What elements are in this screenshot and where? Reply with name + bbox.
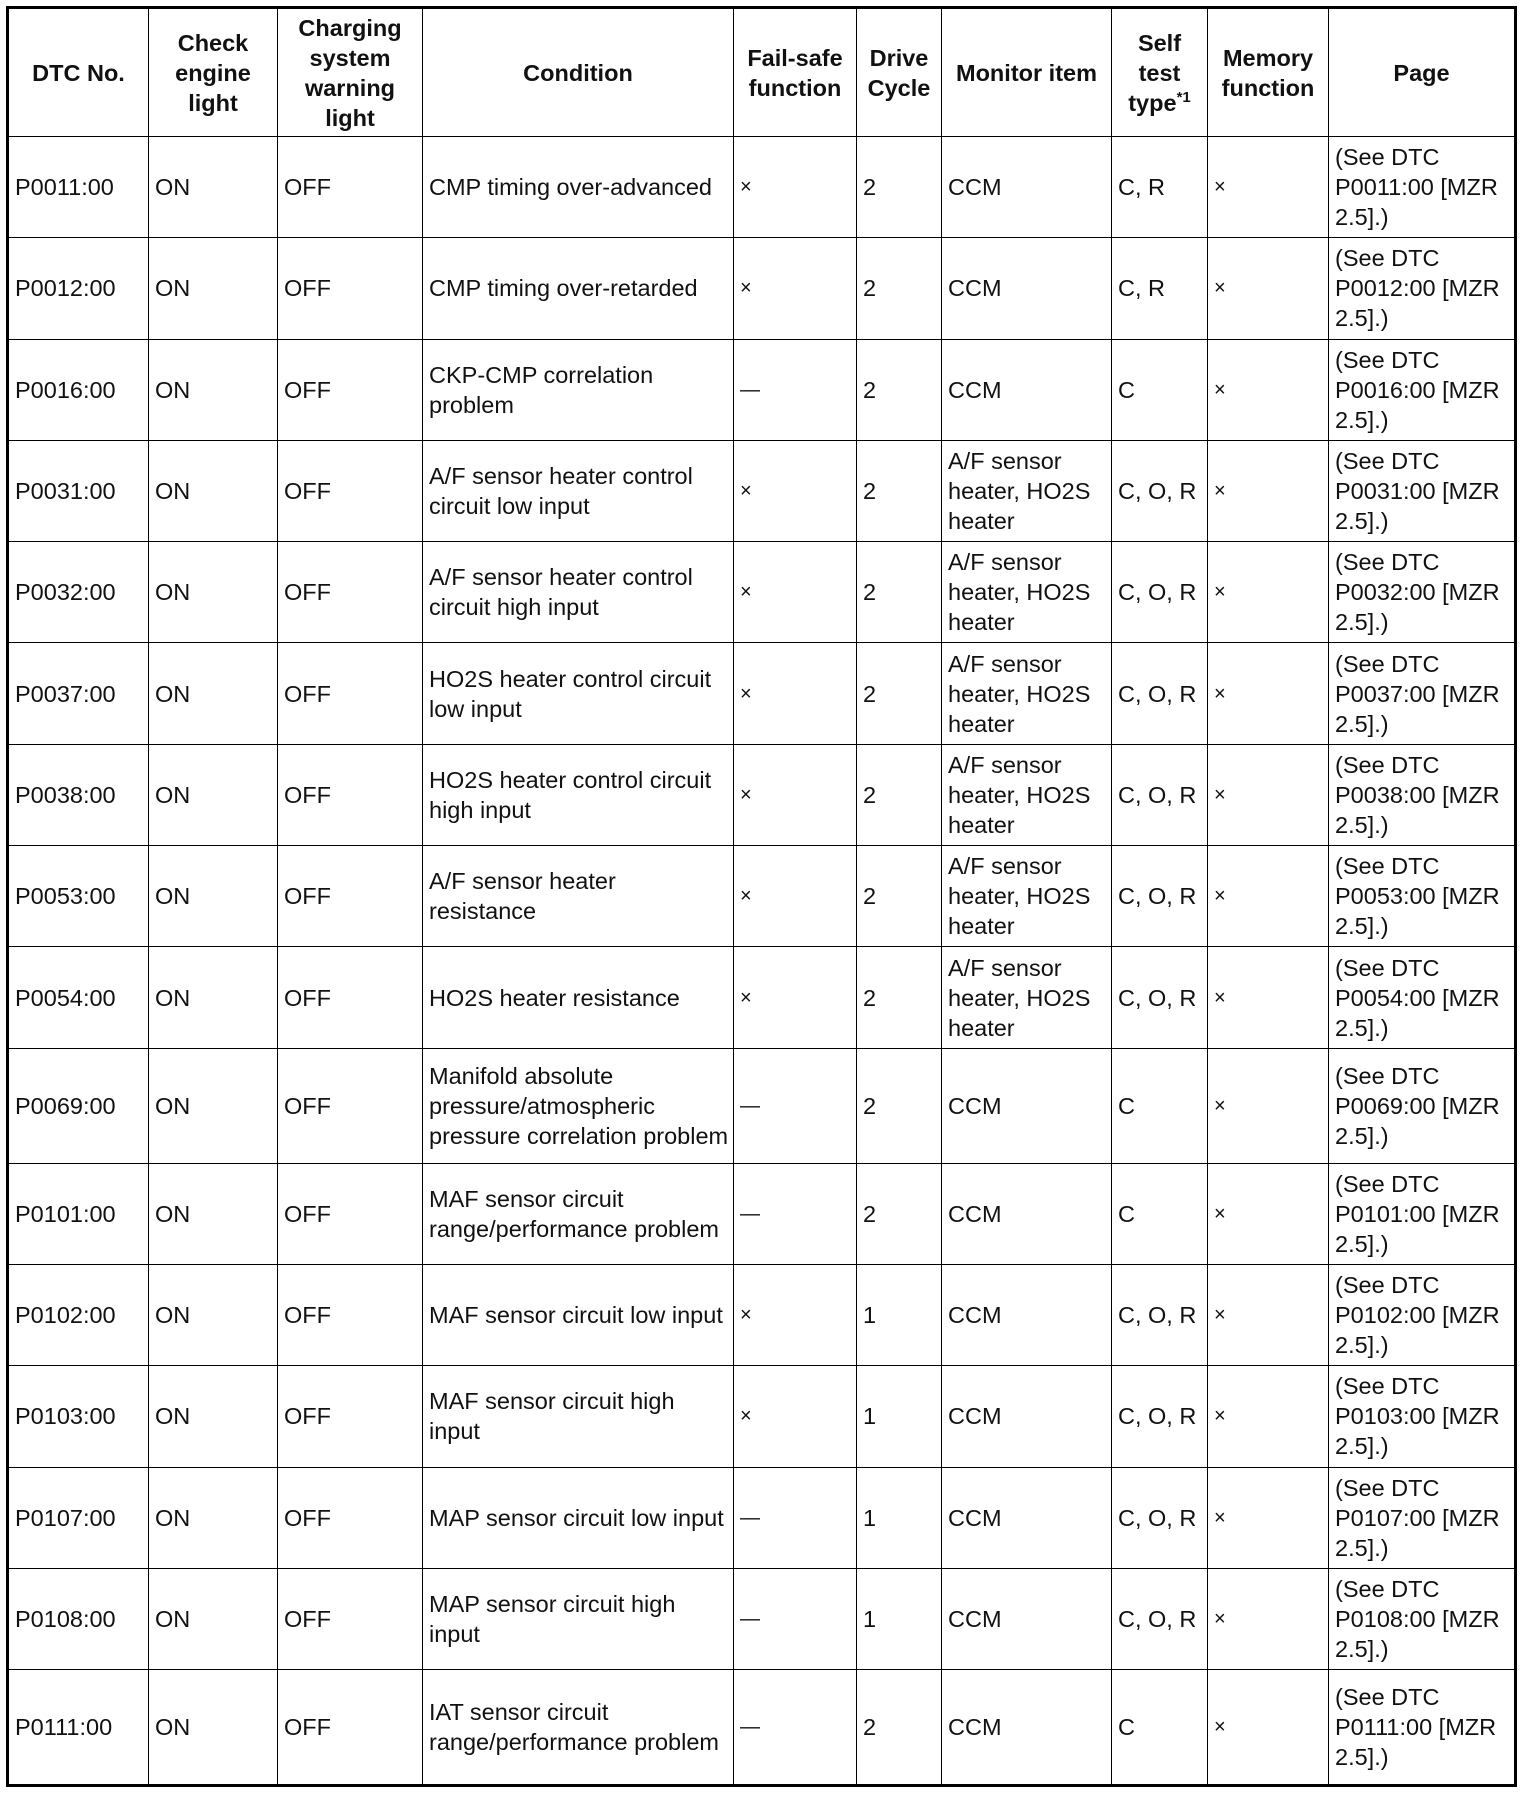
dtc-code-cell: P0037:00 — [8, 643, 149, 744]
self-test-type-cell: C, R — [1112, 238, 1208, 339]
page-reference-cell: (See DTC P0016:00 [MZR 2.5].) — [1329, 339, 1516, 440]
failsafe-cell: — — [734, 339, 857, 440]
charging-light-status-cell: OFF — [278, 947, 423, 1048]
table-row — [8, 1670, 1516, 1786]
charging-light-status-cell: OFF — [278, 1163, 423, 1264]
memory-function-cell: × — [1208, 1670, 1329, 1786]
dtc-code-cell: P0108:00 — [8, 1568, 149, 1669]
monitor-item-cell: CCM — [942, 238, 1112, 339]
page-reference-cell: (See DTC P0053:00 [MZR 2.5].) — [1329, 846, 1516, 947]
failsafe-cell: × — [734, 542, 857, 643]
failsafe-cell: × — [734, 1264, 857, 1365]
memory-function-cell: × — [1208, 137, 1329, 238]
monitor-item-cell: CCM — [942, 1048, 1112, 1163]
memory-function-cell: × — [1208, 846, 1329, 947]
dtc-code-cell: P0032:00 — [8, 542, 149, 643]
check-engine-light-status-cell: ON — [149, 1366, 278, 1467]
check-engine-light-status-cell: ON — [149, 238, 278, 339]
dtc-code-cell: P0012:00 — [8, 238, 149, 339]
self-test-type-cell: C, O, R — [1112, 1467, 1208, 1568]
page-reference-cell: (See DTC P0069:00 [MZR 2.5].) — [1329, 1048, 1516, 1163]
dtc-code-cell: P0111:00 — [8, 1670, 149, 1786]
condition-cell: MAF sensor circuit range/performance problem — [423, 1163, 734, 1264]
dtc-table — [6, 6, 1517, 1787]
header-monitor-item: Monitor item — [942, 8, 1112, 137]
self-test-type-cell: C, O, R — [1112, 542, 1208, 643]
charging-light-status-cell: OFF — [278, 238, 423, 339]
drive-cycle-cell: 2 — [857, 846, 942, 947]
page-reference-cell: (See DTC P0101:00 [MZR 2.5].) — [1329, 1163, 1516, 1264]
table-row — [8, 947, 1516, 1048]
monitor-item-cell: A/F sensor heater, HO2S heater — [942, 846, 1112, 947]
page-reference-cell: (See DTC P0011:00 [MZR 2.5].) — [1329, 137, 1516, 238]
monitor-item-cell: CCM — [942, 137, 1112, 238]
table-row — [8, 846, 1516, 947]
page-reference-cell: (See DTC P0111:00 [MZR 2.5].) — [1329, 1670, 1516, 1786]
table-row — [8, 1163, 1516, 1264]
failsafe-cell: × — [734, 947, 857, 1048]
monitor-item-cell: CCM — [942, 1670, 1112, 1786]
condition-cell: CMP timing over-retarded — [423, 238, 734, 339]
self-test-type-cell: C, O, R — [1112, 846, 1208, 947]
monitor-item-cell: A/F sensor heater, HO2S heater — [942, 643, 1112, 744]
dtc-code-cell: P0038:00 — [8, 744, 149, 845]
header-memory-function: Memory function — [1208, 8, 1329, 137]
drive-cycle-cell: 2 — [857, 542, 942, 643]
memory-function-cell: × — [1208, 440, 1329, 541]
dtc-code-cell: P0069:00 — [8, 1048, 149, 1163]
condition-cell: A/F sensor heater control circuit low input — [423, 440, 734, 541]
self-test-type-cell: C, O, R — [1112, 947, 1208, 1048]
page-reference-cell: (See DTC P0054:00 [MZR 2.5].) — [1329, 947, 1516, 1048]
check-engine-light-status-cell: ON — [149, 339, 278, 440]
condition-cell: HO2S heater resistance — [423, 947, 734, 1048]
drive-cycle-cell: 2 — [857, 1048, 942, 1163]
drive-cycle-cell: 2 — [857, 137, 942, 238]
page-reference-cell: (See DTC P0038:00 [MZR 2.5].) — [1329, 744, 1516, 845]
memory-function-cell: × — [1208, 1568, 1329, 1669]
check-engine-light-status-cell: ON — [149, 1467, 278, 1568]
condition-cell: CMP timing over-advanced — [423, 137, 734, 238]
self-test-type-cell: C — [1112, 339, 1208, 440]
charging-light-status-cell: OFF — [278, 846, 423, 947]
monitor-item-cell: A/F sensor heater, HO2S heater — [942, 947, 1112, 1048]
failsafe-cell: — — [734, 1048, 857, 1163]
condition-cell: Manifold absolute pressure/atmospheric pressure correlation problem — [423, 1048, 734, 1163]
drive-cycle-cell: 2 — [857, 947, 942, 1048]
check-engine-light-status-cell: ON — [149, 1264, 278, 1365]
charging-light-status-cell: OFF — [278, 1670, 423, 1786]
header-row — [8, 8, 1516, 137]
dtc-code-cell: P0103:00 — [8, 1366, 149, 1467]
dtc-code-cell: P0011:00 — [8, 137, 149, 238]
table-row — [8, 339, 1516, 440]
condition-cell: A/F sensor heater resistance — [423, 846, 734, 947]
memory-function-cell: × — [1208, 339, 1329, 440]
memory-function-cell: × — [1208, 1264, 1329, 1365]
table-row — [8, 1048, 1516, 1163]
self-test-type-cell: C, R — [1112, 137, 1208, 238]
table-body — [8, 137, 1516, 1786]
drive-cycle-cell: 2 — [857, 339, 942, 440]
memory-function-cell: × — [1208, 744, 1329, 845]
table-row — [8, 542, 1516, 643]
page-reference-cell: (See DTC P0103:00 [MZR 2.5].) — [1329, 1366, 1516, 1467]
check-engine-light-status-cell: ON — [149, 1163, 278, 1264]
self-test-type-cell: C, O, R — [1112, 1264, 1208, 1365]
condition-cell: HO2S heater control circuit high input — [423, 744, 734, 845]
drive-cycle-cell: 2 — [857, 440, 942, 541]
check-engine-light-status-cell: ON — [149, 846, 278, 947]
dtc-code-cell: P0031:00 — [8, 440, 149, 541]
charging-light-status-cell: OFF — [278, 440, 423, 541]
dtc-code-cell: P0102:00 — [8, 1264, 149, 1365]
drive-cycle-cell: 1 — [857, 1366, 942, 1467]
condition-cell: MAF sensor circuit high input — [423, 1366, 734, 1467]
failsafe-cell: × — [734, 137, 857, 238]
page-reference-cell: (See DTC P0012:00 [MZR 2.5].) — [1329, 238, 1516, 339]
dtc-code-cell: P0016:00 — [8, 339, 149, 440]
self-test-footnote: *1 — [1176, 88, 1191, 106]
check-engine-light-status-cell: ON — [149, 643, 278, 744]
monitor-item-cell: CCM — [942, 1264, 1112, 1365]
page-reference-cell: (See DTC P0107:00 [MZR 2.5].) — [1329, 1467, 1516, 1568]
self-test-type-cell: C, O, R — [1112, 440, 1208, 541]
drive-cycle-cell: 1 — [857, 1568, 942, 1669]
drive-cycle-cell: 2 — [857, 744, 942, 845]
drive-cycle-cell: 1 — [857, 1467, 942, 1568]
memory-function-cell: × — [1208, 1163, 1329, 1264]
failsafe-cell: × — [734, 744, 857, 845]
failsafe-cell: × — [734, 643, 857, 744]
check-engine-light-status-cell: ON — [149, 947, 278, 1048]
check-engine-light-status-cell: ON — [149, 1670, 278, 1786]
check-engine-light-status-cell: ON — [149, 1568, 278, 1669]
self-test-type-cell: C — [1112, 1670, 1208, 1786]
charging-light-status-cell: OFF — [278, 1048, 423, 1163]
memory-function-cell: × — [1208, 947, 1329, 1048]
memory-function-cell: × — [1208, 643, 1329, 744]
dtc-code-cell: P0053:00 — [8, 846, 149, 947]
header-page: Page — [1329, 8, 1516, 137]
monitor-item-cell: CCM — [942, 1467, 1112, 1568]
dtc-table-wrapper — [6, 6, 1517, 1787]
page-reference-cell: (See DTC P0102:00 [MZR 2.5].) — [1329, 1264, 1516, 1365]
drive-cycle-cell: 2 — [857, 643, 942, 744]
charging-light-status-cell: OFF — [278, 1264, 423, 1365]
charging-light-status-cell: OFF — [278, 643, 423, 744]
self-test-type-cell: C, O, R — [1112, 1568, 1208, 1669]
charging-light-status-cell: OFF — [278, 744, 423, 845]
header-failsafe-function: Fail-safe function — [734, 8, 857, 137]
dtc-code-cell: P0107:00 — [8, 1467, 149, 1568]
check-engine-light-status-cell: ON — [149, 440, 278, 541]
memory-function-cell: × — [1208, 1467, 1329, 1568]
table-row — [8, 238, 1516, 339]
table-row — [8, 137, 1516, 238]
check-engine-light-status-cell: ON — [149, 744, 278, 845]
memory-function-cell: × — [1208, 1366, 1329, 1467]
condition-cell: MAP sensor circuit low input — [423, 1467, 734, 1568]
condition-cell: CKP-CMP correlation problem — [423, 339, 734, 440]
memory-function-cell: × — [1208, 1048, 1329, 1163]
page-reference-cell: (See DTC P0032:00 [MZR 2.5].) — [1329, 542, 1516, 643]
self-test-label: Self test type — [1128, 29, 1182, 116]
failsafe-cell: × — [734, 440, 857, 541]
self-test-type-cell: C, O, R — [1112, 744, 1208, 845]
memory-function-cell: × — [1208, 238, 1329, 339]
failsafe-cell: × — [734, 846, 857, 947]
condition-cell: MAP sensor circuit high input — [423, 1568, 734, 1669]
page-reference-cell: (See DTC P0037:00 [MZR 2.5].) — [1329, 643, 1516, 744]
monitor-item-cell: CCM — [942, 1568, 1112, 1669]
page-reference-cell: (See DTC P0031:00 [MZR 2.5].) — [1329, 440, 1516, 541]
condition-cell: IAT sensor circuit range/performance problem — [423, 1670, 734, 1786]
self-test-type-cell: C — [1112, 1048, 1208, 1163]
monitor-item-cell: CCM — [942, 339, 1112, 440]
drive-cycle-cell: 2 — [857, 1163, 942, 1264]
monitor-item-cell: A/F sensor heater, HO2S heater — [942, 440, 1112, 541]
table-row — [8, 744, 1516, 845]
monitor-item-cell: CCM — [942, 1163, 1112, 1264]
memory-function-cell: × — [1208, 542, 1329, 643]
header-dtc-no: DTC No. — [8, 8, 149, 137]
drive-cycle-cell: 1 — [857, 1264, 942, 1365]
failsafe-cell: × — [734, 238, 857, 339]
check-engine-light-status-cell: ON — [149, 542, 278, 643]
charging-light-status-cell: OFF — [278, 339, 423, 440]
charging-light-status-cell: OFF — [278, 542, 423, 643]
table-row — [8, 1264, 1516, 1365]
failsafe-cell: — — [734, 1467, 857, 1568]
monitor-item-cell: CCM — [942, 1366, 1112, 1467]
table-row — [8, 1366, 1516, 1467]
self-test-type-cell: C, O, R — [1112, 1366, 1208, 1467]
header-check-engine-light: Check engine light — [149, 8, 278, 137]
drive-cycle-cell: 2 — [857, 238, 942, 339]
self-test-type-cell: C, O, R — [1112, 643, 1208, 744]
header-drive-cycle: Drive Cycle — [857, 8, 942, 137]
header-charging-warning-light: Charging system warning light — [278, 8, 423, 137]
page-reference-cell: (See DTC P0108:00 [MZR 2.5].) — [1329, 1568, 1516, 1669]
failsafe-cell: — — [734, 1163, 857, 1264]
charging-light-status-cell: OFF — [278, 137, 423, 238]
condition-cell: HO2S heater control circuit low input — [423, 643, 734, 744]
monitor-item-cell: A/F sensor heater, HO2S heater — [942, 744, 1112, 845]
self-test-type-cell: C — [1112, 1163, 1208, 1264]
dtc-code-cell: P0101:00 — [8, 1163, 149, 1264]
table-row — [8, 1467, 1516, 1568]
dtc-code-cell: P0054:00 — [8, 947, 149, 1048]
charging-light-status-cell: OFF — [278, 1568, 423, 1669]
failsafe-cell: — — [734, 1670, 857, 1786]
condition-cell: MAF sensor circuit low input — [423, 1264, 734, 1365]
condition-cell: A/F sensor heater control circuit high input — [423, 542, 734, 643]
check-engine-light-status-cell: ON — [149, 137, 278, 238]
check-engine-light-status-cell: ON — [149, 1048, 278, 1163]
charging-light-status-cell: OFF — [278, 1366, 423, 1467]
drive-cycle-cell: 2 — [857, 1670, 942, 1786]
failsafe-cell: × — [734, 1366, 857, 1467]
table-row — [8, 440, 1516, 541]
header-self-test-type — [1112, 8, 1208, 137]
table-row — [8, 643, 1516, 744]
failsafe-cell: — — [734, 1568, 857, 1669]
monitor-item-cell: A/F sensor heater, HO2S heater — [942, 542, 1112, 643]
table-row — [8, 1568, 1516, 1669]
charging-light-status-cell: OFF — [278, 1467, 423, 1568]
header-condition: Condition — [423, 8, 734, 137]
